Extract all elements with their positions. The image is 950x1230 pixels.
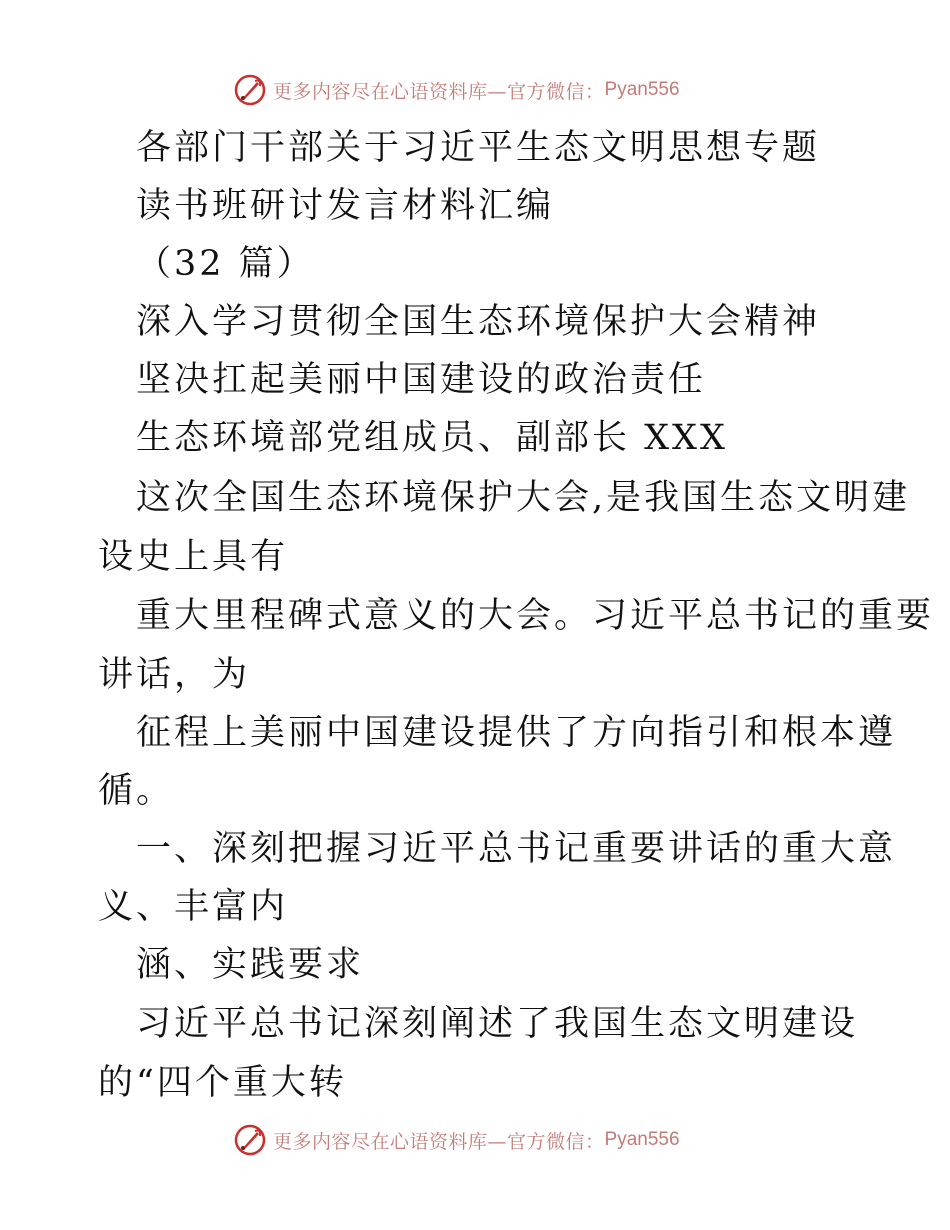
watermark-wechat-id: Pyan556 [604, 79, 680, 100]
paragraph-line: 这次全国生态环境保护大会,是我国生态文明建 [136, 478, 911, 518]
watermark-wechat-id: Pyan556 [604, 1129, 680, 1150]
section-heading-line: 涵、实践要求 [136, 945, 365, 985]
watermark-text: 更多内容尽在心语资料库—官方微信： [273, 1130, 605, 1153]
watermark-text: 更多内容尽在心语资料库—官方微信： [273, 80, 605, 103]
footer-watermark [233, 1122, 680, 1158]
header-watermark [233, 72, 680, 108]
paragraph-line: 讲话，为 [98, 655, 251, 695]
paragraph-line: 设史上具有 [98, 537, 289, 577]
paragraph-line: 循。 [98, 771, 175, 811]
document-title-line-2: 读书班研讨发言材料汇编 [136, 186, 555, 226]
document-count: （32 篇） [136, 244, 315, 284]
section-heading-line: 义、丰富内 [98, 887, 289, 927]
document-title-line-1: 各部门干部关于习近平生态文明思想专题 [136, 128, 821, 168]
paragraph-line: 的“四个重大转 [98, 1063, 347, 1103]
quill-logo-icon [233, 1123, 267, 1157]
article-title-line-1: 深入学习贯彻全国生态环境保护大会精神 [136, 302, 821, 342]
paragraph-line: 习近平总书记深刻阐述了我国生态文明建设 [136, 1004, 859, 1044]
article-author: 生态环境部党组成员、副部长 XXX [136, 418, 728, 458]
paragraph-line: 征程上美丽中国建设提供了方向指引和根本遵 [136, 713, 897, 753]
paragraph-line: 重大里程碑式意义的大会。习近平总书记的重要 [136, 596, 935, 636]
quill-logo-icon [233, 73, 267, 107]
article-title-line-2: 坚决扛起美丽中国建设的政治责任 [136, 360, 707, 400]
section-heading-line: 一、深刻把握习近平总书记重要讲话的重大意 [136, 829, 897, 869]
